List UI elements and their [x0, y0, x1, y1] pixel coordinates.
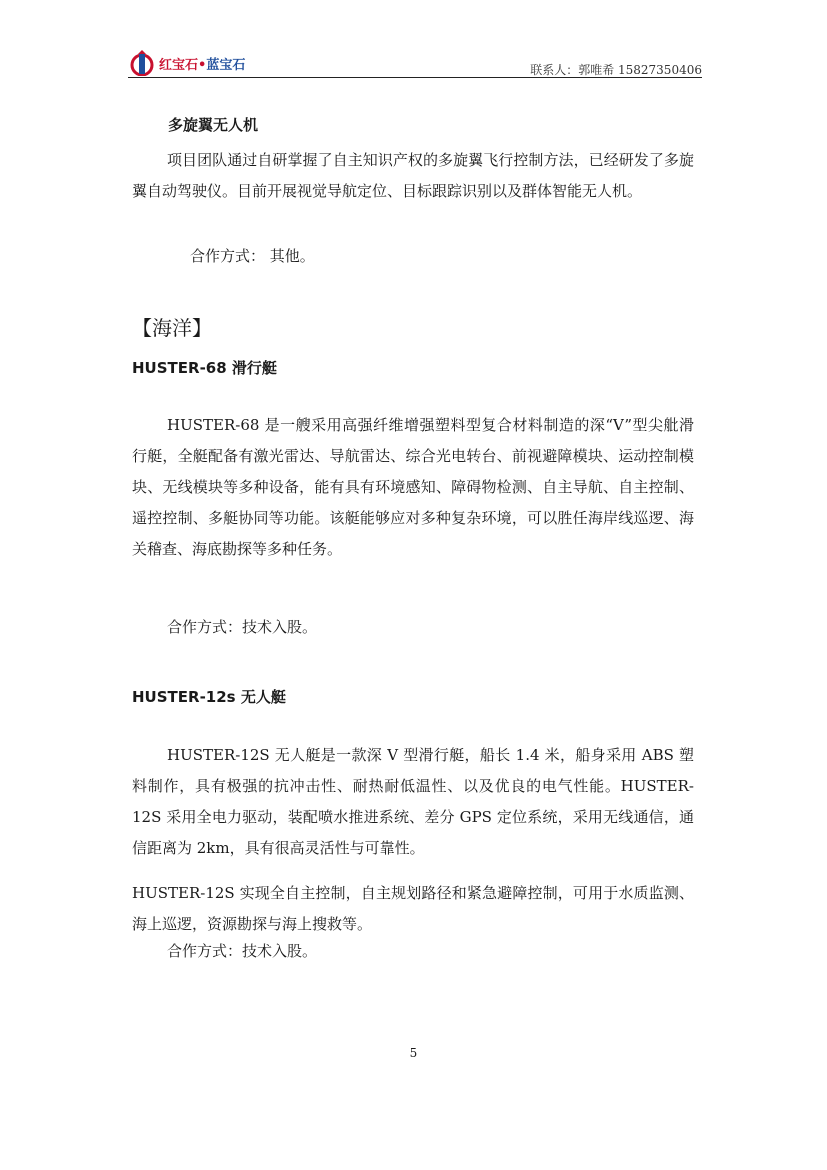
contact-info: 联系人：郭唯希 15827350406: [530, 63, 702, 77]
item-title-huster12s: HUSTER-12s 无人艇: [132, 688, 286, 706]
page-number: 5: [409, 1046, 418, 1060]
logo-text: 红宝石•蓝宝石: [159, 57, 246, 73]
item-body-huster12s-2: HUSTER-12S 实现全自主控制，自主规划路径和紧急避障控制，可用于水质监测、海上巡逻，资源勘探与海上搜救等。: [132, 884, 694, 933]
page-header: [128, 50, 702, 80]
item-body-huster12s-1: HUSTER-12S 无人艇是一款深 V 型滑行艇，船长 1.4 米，船身采用 ABS 塑料制作，具有极强的抗冲击性、耐热耐低温性、以及优良的电气性能。HUSTER-12S 采用全电力驱动，装配喷水推进系统、差分 GPS 定位系统，采用无线通信，通信距离为 2km，具有很高灵活性与可靠性。: [132, 746, 694, 857]
cooperation-mode-huster12s: 合作方式：技术入股。: [167, 942, 318, 960]
item-body-huster68: HUSTER-68 是一艘采用高强纤维增强塑料型复合材料制造的深“V”型尖舭滑行艇，全艇配备有激光雷达、导航雷达、综合光电转台、前视避障模块、运动控制模块、无线模块等多种设备，能有具有环境感知、障碍物检测、自主导航、自主控制、遥控控制、多艇协同等功能。该艇能够应对多种复杂环境，可以胜任海岸线巡逻、海关稽查、海底勘探等多种任务。: [132, 416, 694, 558]
cooperation-mode-multirotor: 合作方式： 其他。: [190, 247, 315, 265]
section-heading-ocean: 【海洋】: [132, 316, 212, 340]
cooperation-mode-huster68: 合作方式：技术入股。: [167, 618, 318, 636]
item-title-huster68: HUSTER-68 滑行艇: [132, 359, 277, 377]
company-logo: [128, 50, 245, 76]
item-title-multirotor: 多旋翼无人机: [168, 116, 259, 134]
ruby-sapphire-logo-icon: [128, 50, 156, 76]
header-divider: [128, 77, 702, 78]
item-body-multirotor: 项目团队通过自研掌握了自主知识产权的多旋翼飞行控制方法，已经研发了多旋翼自动驾驶仪。目前开展视觉导航定位、目标跟踪识别以及群体智能无人机。: [132, 151, 694, 200]
